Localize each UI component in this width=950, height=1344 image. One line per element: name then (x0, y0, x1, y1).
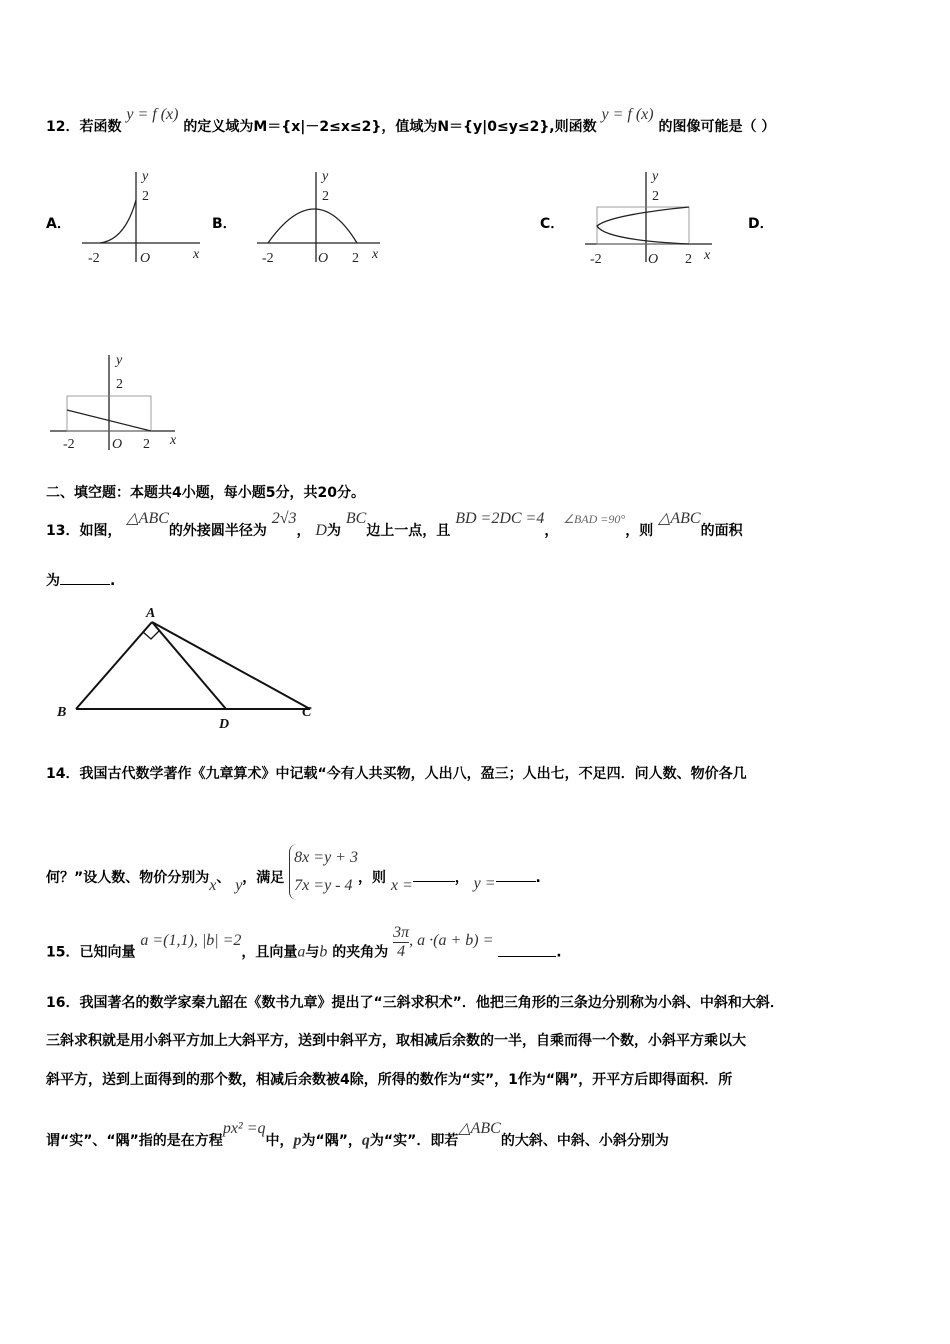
option-b-label: B． (212, 216, 237, 232)
text-fragment: . (535, 870, 541, 886)
text-fragment: 2√3 (271, 510, 297, 527)
origin-label: O (140, 251, 151, 266)
text-fragment: y = (473, 875, 496, 892)
axis-label: y (652, 169, 659, 184)
text-fragment: 的夹角为 (332, 944, 389, 961)
text-fragment: 13． (46, 523, 80, 539)
tick-label: -2 (63, 437, 75, 452)
text-fragment: ， (454, 870, 469, 886)
q12-number: 12． (46, 119, 80, 135)
answer-blank[interactable] (60, 570, 110, 585)
text-fragment: 7x =y - 4 (294, 877, 353, 894)
axis-label: x (170, 433, 177, 448)
text-fragment: 中， (265, 1133, 294, 1149)
text-fragment: 、 (216, 870, 231, 886)
graph-b (257, 172, 380, 262)
text-fragment: x = (390, 877, 413, 894)
question-16-line3: 斜平方，送到上面得到的那个数，相减后余数被4除，所得的数作为“实”，1作为“隅”，开平方后即得面积．所 (46, 1072, 733, 1088)
q13-answer-line (46, 570, 115, 590)
text-fragment: 4 (397, 943, 406, 960)
answer-blank-x[interactable] (413, 867, 455, 882)
option-d-label: D． (748, 216, 774, 232)
text-fragment: 何？”设人数、物价分别为 (46, 870, 210, 886)
curve (597, 207, 689, 244)
text-fragment: 的大斜、中斜、小斜分别为 (500, 1133, 669, 1149)
text-fragment: 与 (305, 944, 320, 961)
text-fragment: 已知向量 (79, 944, 136, 961)
fraction (393, 924, 409, 961)
text-fragment: △ABC (458, 1120, 501, 1137)
text-fragment: a =(1,1), |b| =2 (140, 931, 242, 949)
text-fragment: . (556, 944, 562, 961)
right-angle-mark (143, 631, 159, 639)
axis-label: x (372, 247, 379, 262)
triangle-figure (76, 622, 310, 709)
question-13 (46, 510, 743, 540)
origin-label: O (112, 437, 123, 452)
q12-text: 的图像可能是（ ） (658, 119, 776, 135)
section-heading: 二、填空题：本题共4小题，每小题5分，共20分。 (46, 485, 365, 501)
answer-blank[interactable] (498, 942, 556, 957)
text-fragment: BC (345, 510, 367, 527)
text-fragment: 为 (326, 523, 341, 539)
text-fragment: 如图， (79, 523, 122, 539)
axis-label: y (142, 169, 149, 184)
text-fragment: BD =2DC =4 (455, 510, 545, 527)
q12-text: 若函数 (79, 119, 122, 135)
text-fragment: . (110, 573, 116, 589)
vertex-a: A (146, 606, 156, 621)
tick-label: 2 (322, 189, 329, 204)
text-fragment: x (209, 877, 217, 894)
curve (268, 209, 357, 243)
tick-label: 2 (116, 377, 123, 392)
text-fragment: ，则 (357, 870, 386, 886)
vertex-b: B (57, 705, 67, 720)
text-fragment: ，则 (625, 523, 654, 539)
text-fragment: 15． (46, 944, 80, 961)
tick-label: 2 (142, 189, 149, 204)
text-fragment: 8x =y + 3 (294, 849, 358, 866)
text-fragment: 3π (393, 924, 410, 941)
text-fragment: px² =q (222, 1120, 266, 1137)
text-fragment: ，满足 (242, 870, 285, 886)
graph-d (50, 355, 175, 450)
equation-system (289, 844, 358, 900)
graph-a (82, 172, 200, 262)
text-fragment: 边上一点，且 (366, 523, 451, 539)
vertex-d: D (219, 717, 230, 732)
text-fragment: a (297, 943, 306, 961)
tick-label: 2 (352, 251, 359, 266)
text-fragment: D (315, 522, 327, 539)
question-16-line2: 三斜求积就是用小斜平方加上大斜平方，送到中斜平方，取相减后余数的一半，自乘而得一个数，小斜平方乘以大 (46, 1033, 746, 1049)
text-fragment: p (293, 1132, 302, 1149)
text-fragment: △ABC (126, 510, 169, 527)
text-fragment: ∠BAD =90° (563, 512, 626, 526)
tick-label: 2 (652, 189, 659, 204)
q12-formula: y = f (x) (601, 106, 654, 123)
text-fragment: 的面积 (700, 523, 743, 539)
option-c-label: C． (540, 216, 565, 232)
text-fragment: , a ·(a + b) = (409, 931, 494, 949)
question-16-line1: 16．我国著名的数学家秦九韶在《数书九章》提出了“三斜求积术”．他把三角形的三条边分别称为小斜、中斜和大斜． (46, 995, 784, 1011)
text-fragment: ， (296, 523, 311, 539)
graph-c (585, 172, 712, 262)
axis-label: y (116, 353, 123, 368)
q12-text: 的定义域为M＝{x|－2≤x≤2}，值域为N＝{y|0≤y≤2},则函数 (183, 119, 597, 135)
question-16-line4 (46, 1120, 669, 1150)
axis-label: x (193, 247, 200, 262)
text-fragment: y (235, 877, 243, 894)
curve (100, 200, 136, 243)
tick-label: -2 (88, 251, 100, 266)
text-fragment: ， (544, 523, 559, 539)
tick-label: 2 (143, 437, 150, 452)
origin-label: O (648, 252, 659, 267)
text-fragment: q (361, 1132, 370, 1149)
tick-label: -2 (590, 252, 602, 267)
q12-formula: y = f (x) (126, 106, 179, 123)
answer-blank-y[interactable] (496, 867, 536, 882)
question-14-line2 (46, 850, 541, 906)
axis-label: x (704, 248, 711, 263)
tick-label: -2 (262, 251, 274, 266)
tick-label: 2 (685, 252, 692, 267)
text-fragment: b (319, 943, 328, 961)
text-fragment: 为“隅”， (301, 1133, 362, 1149)
text-fragment: ，且向量 (241, 944, 298, 961)
origin-label: O (318, 251, 329, 266)
text-fragment: 的外接圆半径为 (168, 523, 267, 539)
text-fragment: 为“实”．即若 (369, 1133, 459, 1149)
text-fragment: 谓“实”、“隅”指的是在方程 (46, 1133, 223, 1149)
question-14-line1: 14．我国古代数学著作《九章算术》中记载“今有人共买物，人出八，盈三；人出七，不足四．问人数、物价各几 (46, 766, 747, 782)
axis-label: y (322, 169, 329, 184)
text-fragment: △ABC (658, 510, 701, 527)
text-fragment: 为 (46, 573, 60, 589)
vertex-c: C (302, 705, 312, 720)
option-a-label: A． (46, 216, 71, 232)
